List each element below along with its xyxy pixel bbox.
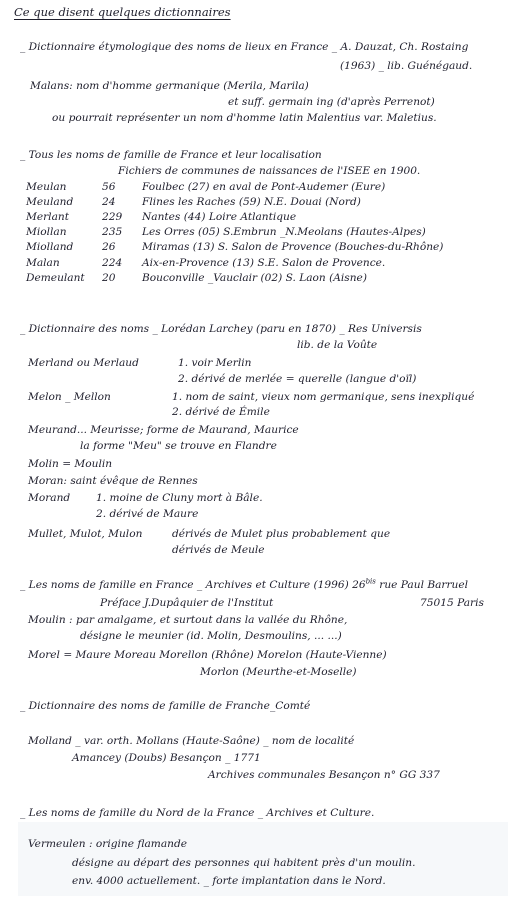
entry-melon-def-1: 1. nom de saint, vieux nom germanique, sens inexpliqué	[172, 391, 475, 403]
surname-row	[26, 179, 443, 194]
surname-row	[26, 225, 443, 240]
section-1-heading: _ Dictionnaire étymologique des noms de lieux en France _ A. Dauzat, Ch. Rostaing	[20, 41, 469, 53]
section-4-postcode: 75015 Paris	[420, 597, 484, 609]
entry-merland-def-2: 2. dérivé de merlée = querelle (langue d'oïl)	[178, 373, 417, 385]
entry-meurand-note: la forme "Meu" se trouve en Flandre	[80, 440, 277, 452]
surname-name: Malan	[26, 256, 60, 269]
entry-vermeulen-def: désigne au départ des personnes qui habitent près d'un moulin.	[72, 857, 416, 869]
section-5-heading: _ Dictionnaire des noms de famille de Franche_Comté	[20, 700, 311, 712]
entry-molland: Molland _ var. orth. Mollans (Haute-Saône) _ nom de localité	[28, 735, 355, 747]
entry-mullet-name: Mullet, Mulot, Mulon	[28, 528, 143, 540]
section-1-line-3: ou pourrait représenter un nom d'homme latin Malentius var. Maletius.	[52, 112, 437, 124]
surname-name: Merlant	[26, 210, 69, 223]
surname-count: 20	[102, 271, 116, 284]
surname-name: Meulan	[26, 180, 67, 193]
entry-moran: Moran: saint évêque de Rennes	[28, 475, 198, 487]
surname-place: Foulbec (27) en aval de Pont-Audemer (Eure)	[142, 180, 386, 193]
entry-mullet-def-2: dérivés de Meule	[172, 544, 265, 556]
entry-merland-def-1: 1. voir Merlin	[178, 357, 252, 369]
surname-place: Miramas (13) S. Salon de Provence (Bouches-du-Rhône)	[142, 241, 444, 254]
surname-place: Les Orres (05) S.Embrun _N.Meolans (Hautes-Alpes)	[142, 226, 426, 239]
surname-count: 229	[102, 210, 123, 223]
section-4-heading-tail: rue Paul Barruel	[379, 579, 469, 591]
entry-melon-def-2: 2. dérivé de Émile	[172, 406, 270, 418]
entry-vermeulen-note: env. 4000 actuellement. _ forte implantation dans le Nord.	[72, 875, 386, 887]
section-2-heading: _ Tous les noms de famille de France et leur localisation	[20, 149, 322, 161]
surname-count: 56	[102, 180, 116, 193]
surname-row	[26, 270, 443, 285]
section-1-line-2: et suff. germain ing (d'après Perrenot)	[228, 96, 435, 108]
entry-melon-name: Melon _ Mellon	[28, 391, 111, 403]
surname-row	[26, 209, 443, 224]
entry-morand-name: Morand	[28, 492, 71, 504]
section-3-heading: _ Dictionnaire des noms _ Lorédan Larchey (paru en 1870) _ Res Universis	[20, 323, 422, 335]
section-1-line-1: Malans: nom d'homme germanique (Merila, Marila)	[30, 80, 309, 92]
entry-morand-def-1: 1. moine de Cluny mort à Bâle.	[96, 492, 263, 504]
entry-molland-place: Amancey (Doubs) Besançon _ 1771	[72, 752, 261, 764]
surname-row	[26, 240, 443, 255]
surname-place: Aix-en-Provence (13) S.E. Salon de Provence.	[142, 256, 386, 269]
surname-row	[26, 194, 443, 209]
surname-name: Meuland	[26, 195, 74, 208]
section-4-bis: bis	[365, 577, 376, 586]
entry-morel: Morel = Maure Moreau Morellon (Rhône) Morelon (Haute-Vienne)	[28, 649, 387, 661]
surname-count: 24	[102, 195, 116, 208]
surname-count: 26	[102, 241, 116, 254]
entry-moulin-cont: désigne le meunier (id. Molin, Desmoulins, ... ...)	[80, 630, 342, 642]
surname-count: 224	[102, 256, 123, 269]
section-4-heading-main: _ Les noms de famille en France _ Archives et Culture (1996) 26	[20, 579, 366, 591]
section-2-subheading: Fichiers de communes de naissances de l'ISEE en 1900.	[118, 165, 421, 177]
surname-place: Flines les Raches (59) N.E. Douai (Nord)	[142, 195, 361, 208]
surname-name: Miolland	[26, 241, 74, 254]
entry-vermeulen: Vermeulen : origine flamande	[28, 838, 188, 850]
surname-place: Nantes (44) Loire Atlantique	[142, 210, 297, 223]
section-3-heading-cont: lib. de la Voûte	[297, 339, 378, 351]
section-4-preface: Préface J.Dupâquier de l'Institut	[100, 597, 274, 609]
surname-row	[26, 255, 443, 270]
section-4-heading	[20, 579, 468, 592]
surname-count: 235	[102, 226, 123, 239]
surname-name: Demeulant	[26, 271, 85, 284]
entry-molin: Molin = Moulin	[28, 458, 113, 470]
surname-place: Bouconville _Vauclair (02) S. Laon (Aisne)	[142, 271, 367, 284]
surname-name: Miollan	[26, 226, 67, 239]
entry-moulin: Moulin : par amalgame, et surtout dans la vallée du Rhône,	[28, 614, 348, 626]
entry-morand-def-2: 2. dérivé de Maure	[96, 508, 199, 520]
page-title: Ce que disent quelques dictionnaires	[14, 5, 231, 19]
section-1-heading-cont: (1963) _ lib. Guénégaud.	[340, 60, 473, 72]
section-6-heading: _ Les noms de famille du Nord de la France _ Archives et Culture.	[20, 807, 375, 819]
entry-meurand: Meurand... Meurisse; forme de Maurand, Maurice	[28, 424, 299, 436]
surname-location-table	[26, 179, 443, 285]
entry-mullet-def-1: dérivés de Mulet plus probablement que	[172, 528, 391, 540]
entry-merland-name: Merland ou Merlaud	[28, 357, 139, 369]
entry-molland-archives: Archives communales Besançon n° GG 337	[208, 769, 440, 781]
entry-morlon: Morlon (Meurthe-et-Moselle)	[200, 666, 357, 678]
